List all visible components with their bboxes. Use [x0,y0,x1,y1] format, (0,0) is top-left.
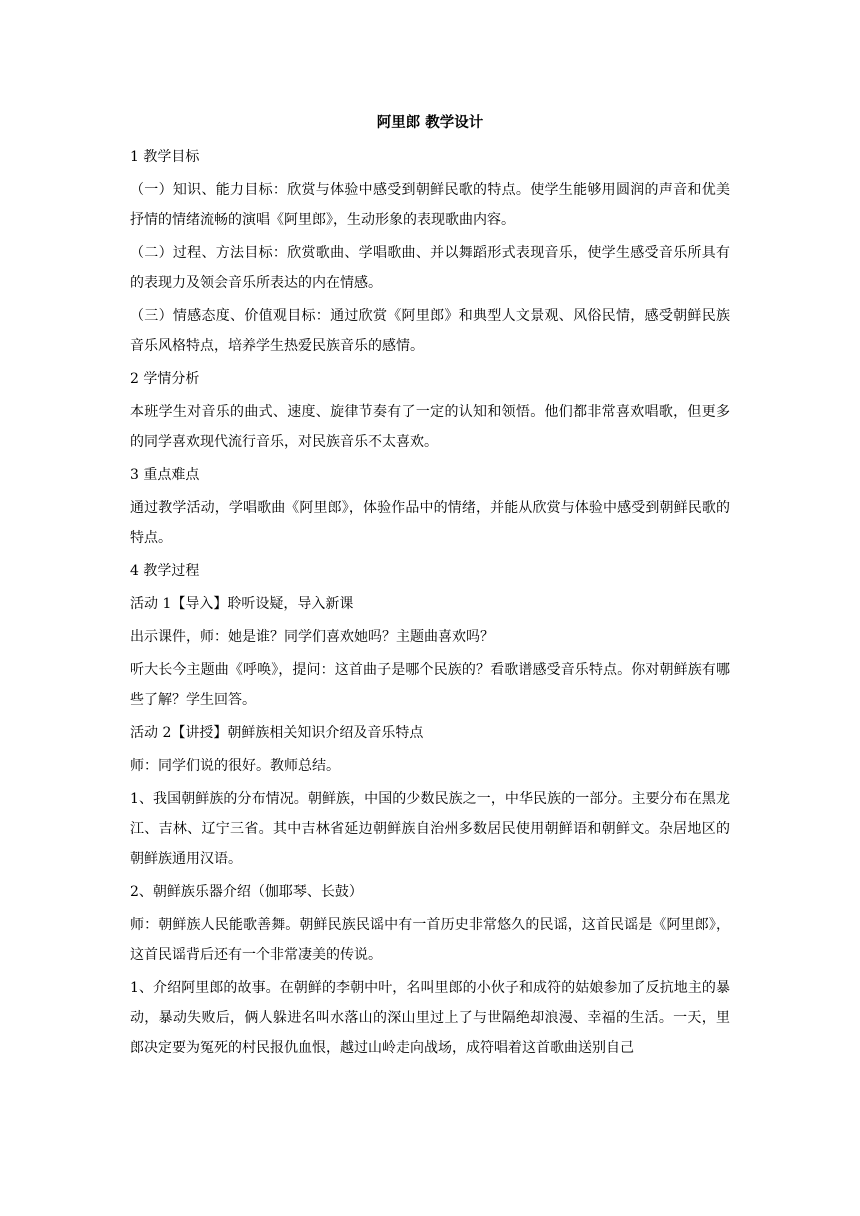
document-body [130,108,730,1066]
heading-teaching-goals: 1 教学目标 [130,149,200,165]
korean-instruments: 2、朝鲜族乐器介绍（伽耶琴、长鼓） [130,884,363,900]
goal-process-method: （二）过程、方法目标：欣赏歌曲、学唱歌曲、并以舞蹈形式表现音乐，使学生感受音乐所具有的表现力及领会音乐所表达的内在情感。 [130,245,730,291]
student-analysis-text: 本班学生对音乐的曲式、速度、旋律节奏有了一定的认知和领悟。他们都非常喜欢唱歌，但更多的同学喜欢现代流行音乐，对民族音乐不太喜欢。 [130,404,730,450]
heading-student-analysis: 2 学情分析 [130,371,200,387]
heading-teaching-process: 4 教学过程 [130,563,200,579]
activity-1-courseware: 出示课件，师：她是谁？同学们喜欢她吗？主题曲喜欢吗？ [130,629,494,645]
heading-key-difficulties: 3 重点难点 [130,467,200,483]
arirang-intro: 师：朝鲜族人民能歌善舞。朝鲜民族民谣中有一首历史非常悠久的民谣，这首民谣是《阿里郎》，这首民谣背后还有一个非常凄美的传说。 [130,917,730,963]
goal-knowledge-ability: （一）知识、能力目标：欣赏与体验中感受到朝鲜民歌的特点。使学生能够用圆润的声音和优美抒情的情绪流畅的演唱《阿里郎》，生动形象的表现歌曲内容。 [130,182,730,228]
activity-2-heading: 活动 2【讲授】朝鲜族相关知识介绍及音乐特点 [130,725,424,741]
key-difficulties-text: 通过教学活动，学唱歌曲《阿里郎》，体验作品中的情绪，并能从欣赏与体验中感受到朝鲜民歌的特点。 [130,500,730,546]
activity-1-heading: 活动 1【导入】聆听设疑，导入新课 [130,596,354,612]
teacher-summary: 师：同学们说的很好。教师总结。 [130,758,340,774]
arirang-story: 1、介绍阿里郎的故事。在朝鲜的李朝中叶，名叫里郎的小伙子和成符的姑娘参加了反抗地主的暴动，暴动失败后，俩人躲进名叫水落山的深山里过上了与世隔绝却浪漫、幸福的生活。一天，里郎决定要为冤死的村民报仇血恨，越过山岭走向战场，成符唱着这首歌曲送别自己 [130,980,730,1056]
goal-emotion-values: （三）情感态度、价值观目标：通过欣赏《阿里郎》和典型人文景观、风俗民情，感受朝鲜民族音乐风格特点，培养学生热爱民族音乐的感情。 [130,308,730,354]
document-title: 阿里郎 教学设计 [376,115,484,131]
activity-1-listening: 听大长今主题曲《呼唤》，提问：这首曲子是哪个民族的？看歌谱感受音乐特点。你对朝鲜族有哪些了解？学生回答。 [130,662,730,708]
korean-distribution: 1、我国朝鲜族的分布情况。朝鲜族，中国的少数民族之一，中华民族的一部分。主要分布在黑龙江、吉林、辽宁三省。其中吉林省延边朝鲜族自治州多数居民使用朝鲜语和朝鲜文。杂居地区的朝鲜族通用汉语。 [130,791,730,867]
